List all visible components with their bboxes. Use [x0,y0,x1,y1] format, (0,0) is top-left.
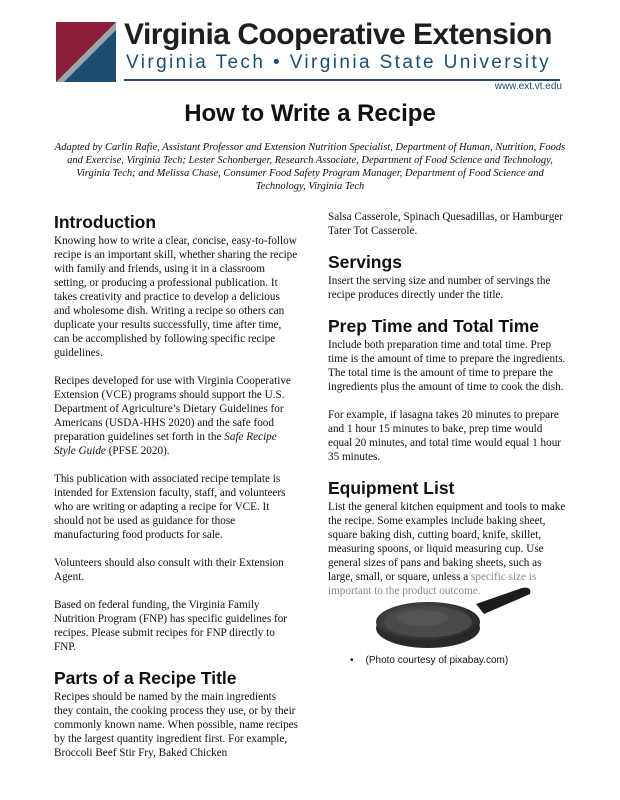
left-column [54,210,298,774]
equipment-paragraph: List the general kitchen equipment and tools to make the recipe. Some examples include baking sheet, square baking dish, cutting board, knife, skillet, measuring spoons, or liquid measuring cup. Use general sizes of pans and baking sheets, such as large, small, or square, unless a specific size is important to the product outcome. [328,501,566,597]
introduction-heading: Introduction [54,212,157,232]
equipment-heading: Equipment List [328,478,455,498]
prep-time-paragraph-1: Include both preparation time and total time. Prep time is the amount of time to prepare the ingredients. The total time is the amount of time to prepare the ingredients plus the amount of time to cook the dish. [328,339,566,393]
author-credits: Adapted by Carlin Rafie, Assistant Professor and Extension Nutrition Specialist, Department of Human, Nutrition, Foods and Exercise, Virginia Tech; Lester Schonberger, Research Associate, Department of Food Science and Technology, Virginia Tech; and Melissa Chase, Consumer Food Safety Program Manager, Department of Food Science and Technology, Virginia Tech [54,142,566,192]
recipe-title-heading: Parts of a Recipe Title [54,668,237,688]
recipe-title-paragraph: Recipes should be named by the main ingredients they contain, the cooking process they use, or by their commonly known name. When possible, name recipes by the largest quantity ingredient first. For example, Broccoli Beef Stir Fry, Baked Chicken [54,691,298,759]
vce-logo-icon [56,22,116,82]
prep-time-paragraph-2: For example, if lasagna takes 20 minutes to prepare and 1 hour 15 minutes to bake, prep time would equal 20 minutes, and total time would equal 1 hour 35 minutes. [328,409,562,463]
servings-paragraph: Insert the serving size and number of servings the recipe produces directly under the title. [328,275,551,301]
servings-heading: Servings [328,252,402,272]
intro-paragraph-5: Based on federal funding, the Virginia Family Nutrition Program (FNP) has specific guidelines for recipes. Please submit recipes for FNP directly to FNP. [54,599,288,653]
frying-pan-icon [372,584,536,650]
intro-paragraph-4: Volunteers should also consult with their Extension Agent. [54,557,284,583]
prep-time-heading: Prep Time and Total Time [328,316,540,336]
intro-paragraph-2: Recipes developed for use with Virginia Cooperative Extension (VCE) programs should support the U.S. Department of Agriculture’s Dietary Guidelines for Americans (USDA-HHS 2020) and the safe food preparation guidelines set forth in the Safe Recipe Style Guide (PFSE 2020). [54,375,291,457]
website-link[interactable]: www.ext.vt.edu [494,81,562,92]
org-name: Virginia Cooperative Extension [124,18,552,51]
university-names: Virginia Tech • Virginia State University [126,52,552,73]
intro-paragraph-3: This publication with associated recipe template is intended for Extension faculty, staff, and volunteers who are writing or adapting a recipe for VCE. It should not be used as guidance for those manufacturing food products for sale. [54,473,286,541]
photo-caption: • (Photo courtesy of pixabay.com) [350,655,509,666]
page-title: How to Write a Recipe [184,100,436,127]
right-column [328,210,568,612]
recipe-title-continued: Salsa Casserole, Spinach Quesadillas, or Hamburger Tater Tot Casserole. [328,211,563,237]
intro-paragraph-1: Knowing how to write a clear, concise, easy-to-follow recipe is an important skill, whether sharing the recipe with family and friends, using it in a classroom setting, or producing a professional publication. It takes creativity and practice to develop a delicious and wholesome dish. Writing a recipe so others can duplicate your results successfully, time after time, can be accomplished by following specific recipe guidelines. [54,235,298,359]
